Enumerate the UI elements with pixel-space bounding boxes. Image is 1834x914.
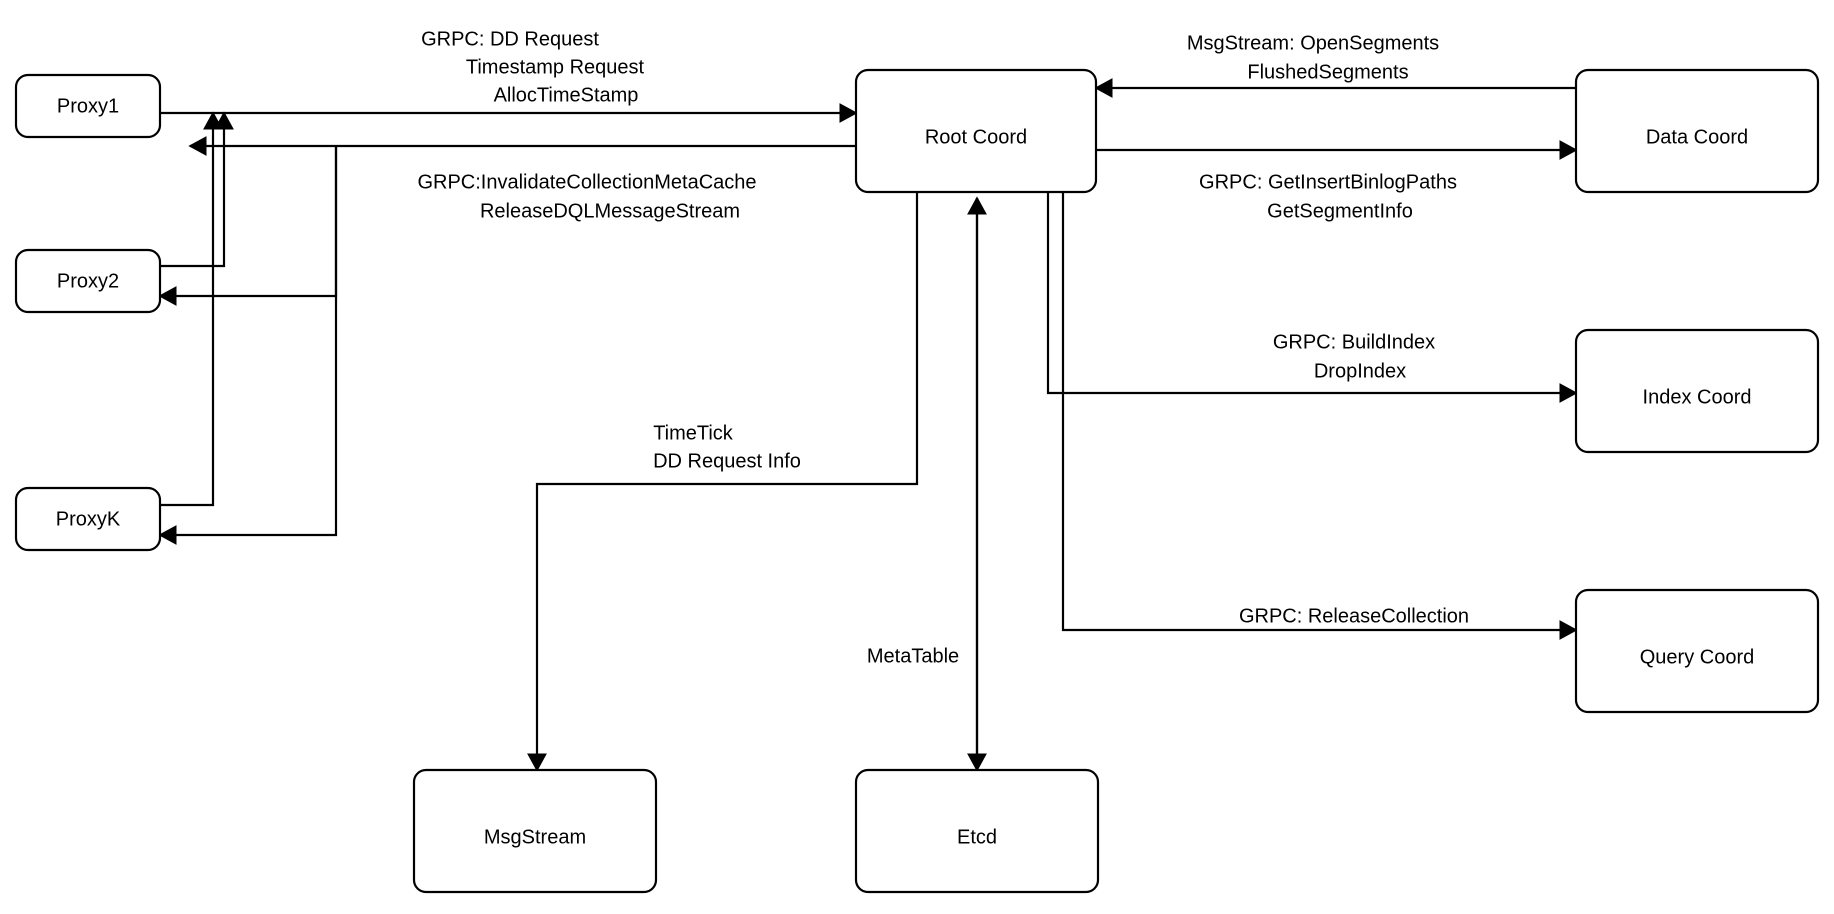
edge-label-dd-request-line2: Timestamp Request — [465, 56, 645, 79]
node-proxyk-label: ProxyK — [55, 508, 121, 531]
edge-label-open-segments-line1: MsgStream: OpenSegments — [1186, 32, 1440, 55]
edge-label-get-insert-binlog-line1: GRPC: GetInsertBinlogPaths — [1199, 171, 1457, 194]
edge-label-timetick — [653, 422, 801, 472]
edge-label-invalidate-cache-line2: ReleaseDQLMessageStream — [479, 200, 741, 223]
node-etcd-label: Etcd — [956, 826, 998, 849]
edge-label-dd-request-line3: AllocTimeStamp — [493, 84, 639, 107]
edge-proxyk-to-rootcoord — [160, 113, 213, 505]
edge-label-dd-request-line1: GRPC: DD Request — [421, 28, 599, 51]
edge-label-build-index — [1273, 331, 1435, 382]
node-proxy2[interactable] — [16, 250, 160, 312]
edge-label-metatable-line1: MetaTable — [866, 645, 960, 668]
edge-label-build-index-line2: DropIndex — [1313, 360, 1407, 383]
node-root-coord-label: Root Coord — [924, 126, 1028, 149]
node-proxyk[interactable] — [16, 488, 160, 550]
edge-label-invalidate-cache — [417, 171, 756, 222]
edge-label-invalidate-cache-line1: GRPC:InvalidateCollectionMetaCache — [417, 171, 757, 194]
node-data-coord-label: Data Coord — [1645, 126, 1749, 149]
edge-label-build-index-line1: GRPC: BuildIndex — [1272, 331, 1436, 354]
edge-label-metatable — [867, 645, 959, 667]
edge-label-release-collection-line1: GRPC: ReleaseCollection — [1238, 605, 1470, 628]
node-etcd[interactable] — [856, 770, 1098, 892]
node-query-coord[interactable] — [1576, 590, 1818, 712]
node-proxy1-label: Proxy1 — [56, 95, 120, 118]
node-msgstream-label: MsgStream — [483, 826, 587, 849]
edge-rootcoord-to-proxyk — [160, 146, 336, 535]
edge-label-get-insert-binlog — [1199, 171, 1457, 222]
edge-rootcoord-to-querycoord — [1063, 192, 1576, 630]
node-index-coord-label: Index Coord — [1642, 386, 1752, 409]
edge-rootcoord-to-msgstream — [537, 192, 917, 770]
edge-label-timetick-line2: DD Request Info — [653, 450, 801, 473]
edge-label-open-segments-line2: FlushedSegments — [1247, 61, 1409, 84]
edge-proxy2-to-rootcoord — [160, 113, 224, 266]
edge-label-release-collection — [1239, 605, 1469, 627]
node-index-coord[interactable] — [1576, 330, 1818, 452]
edge-rootcoord-to-proxy2 — [160, 146, 336, 296]
node-root-coord[interactable] — [856, 70, 1096, 192]
edge-label-timetick-line1: TimeTick — [653, 422, 733, 445]
node-msgstream[interactable] — [414, 770, 656, 892]
node-proxy1[interactable] — [16, 75, 160, 137]
edge-label-open-segments — [1187, 32, 1439, 83]
node-proxy2-label: Proxy2 — [56, 270, 120, 293]
node-query-coord-label: Query Coord — [1639, 646, 1755, 669]
edge-label-get-insert-binlog-line2: GetSegmentInfo — [1267, 200, 1413, 223]
node-data-coord[interactable] — [1576, 70, 1818, 192]
edge-label-dd-request — [421, 28, 644, 106]
